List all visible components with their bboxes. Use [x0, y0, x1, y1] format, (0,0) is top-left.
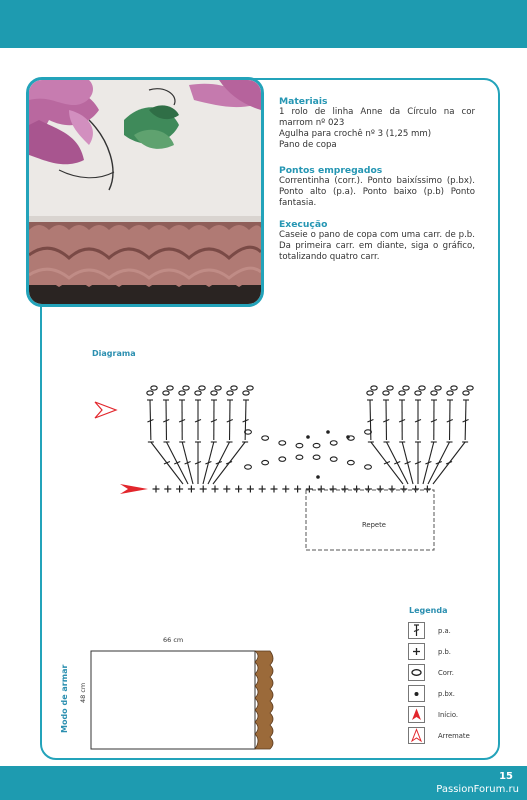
dot-icon — [326, 430, 330, 434]
plus-icon — [294, 486, 301, 493]
legend-item — [408, 705, 488, 726]
plus-icon — [176, 486, 183, 493]
legend-label: p.a. — [438, 627, 451, 635]
materials-title: Materiais — [279, 96, 328, 107]
plus-icon — [400, 486, 407, 493]
tall-stitch-icon — [415, 442, 421, 484]
legend-title: Legenda — [409, 606, 448, 615]
tall-stitch-icon — [399, 442, 413, 484]
stitch-fans — [147, 386, 473, 484]
plus-icon — [409, 644, 424, 659]
instructions-text — [279, 96, 475, 263]
plus-icon — [306, 486, 313, 493]
legend-item — [408, 726, 488, 747]
plus-icon — [235, 486, 242, 493]
plus-icon — [389, 486, 396, 493]
oval-icon — [467, 386, 473, 390]
towel-photo-art — [29, 80, 261, 304]
legend-label: Arremate — [438, 732, 470, 740]
oval-icon — [365, 465, 372, 469]
plus-icon — [200, 486, 207, 493]
tall-stitch-icon — [211, 400, 217, 440]
page-number: 15 — [499, 771, 513, 782]
plus-icon — [259, 486, 266, 493]
oval-icon — [211, 391, 217, 395]
plus-icon — [282, 486, 289, 493]
legend-item — [408, 663, 488, 684]
plus-icon — [318, 486, 325, 493]
tall-stitch-icon — [447, 400, 453, 440]
oval-icon — [262, 436, 269, 440]
diagram-title: Diagrama — [92, 349, 136, 358]
dot-icon — [306, 435, 310, 439]
tall-stitch-icon — [463, 400, 469, 440]
oval-icon — [347, 460, 354, 464]
oval-icon — [296, 455, 303, 459]
oval-icon — [279, 441, 286, 445]
oval-icon — [313, 455, 320, 459]
oval-icon — [451, 386, 457, 390]
materials-line-3: Pano de copa — [279, 140, 337, 150]
legend-item — [408, 621, 488, 642]
oval-icon — [231, 386, 237, 390]
crochet-edging — [255, 651, 273, 749]
plus-icon — [412, 486, 419, 493]
oval-icon — [227, 391, 233, 395]
oval-icon — [147, 391, 153, 395]
oval-icon — [247, 386, 253, 390]
oval-icon — [167, 386, 173, 390]
oval-icon — [183, 386, 189, 390]
tall-stitch-icon — [203, 442, 217, 484]
oval-icon — [435, 386, 441, 390]
oval-icon — [403, 386, 409, 390]
towel-outline — [91, 651, 255, 749]
materials-line-2: Agulha para crochê nº 3 (1,25 mm) — [279, 129, 432, 139]
assembly-sketch — [60, 648, 280, 753]
base-row — [153, 486, 431, 493]
materials-line-1: 1 rolo de linha Anne da Círculo na cor marrom nº 023 — [279, 107, 475, 128]
tall-stitch-icon — [179, 442, 193, 484]
oval-icon — [199, 386, 205, 390]
oval-icon — [245, 465, 252, 469]
oval-icon — [262, 460, 269, 464]
oval-icon — [243, 391, 249, 395]
plus-icon — [247, 486, 254, 493]
oval-icon — [419, 386, 425, 390]
width-dimension: 66 cm — [163, 636, 184, 644]
tall-stitch-icon — [227, 400, 233, 440]
oval-icon — [383, 391, 389, 395]
dot-icon — [409, 686, 424, 701]
dot-icon — [316, 475, 320, 479]
tall-stitch-icon — [195, 400, 201, 440]
tall-stitch-icon — [431, 400, 437, 440]
towel-photo — [26, 77, 264, 307]
oval-icon — [195, 391, 201, 395]
assembly-title: Modo de armar — [60, 664, 69, 733]
plus-icon — [330, 486, 337, 493]
legend — [408, 621, 488, 747]
legend-label: Corr. — [438, 669, 454, 677]
oval-icon — [431, 391, 437, 395]
tall-stitch-icon — [383, 400, 389, 440]
start-arrow-icon — [120, 484, 148, 494]
tall-stitch-icon — [423, 442, 437, 484]
dot-icon — [346, 435, 350, 439]
tall-stitch-icon — [195, 442, 201, 484]
plus-icon — [188, 486, 195, 493]
header-band — [0, 0, 527, 48]
oval-icon — [409, 665, 424, 680]
oval-icon — [387, 386, 393, 390]
end-arrow-icon — [95, 402, 116, 418]
oval-icon — [447, 391, 453, 395]
tall-stitch-icon — [409, 623, 424, 638]
plus-icon — [377, 486, 384, 493]
plus-icon — [341, 486, 348, 493]
stitches-body: Correntinha (corr.). Ponto baixíssimo (p.bx). Ponto alto (p.a). Ponto baixo (p.b) Ponto fantasia. — [279, 176, 475, 208]
legend-label: Início. — [438, 711, 459, 719]
repeat-box — [306, 490, 434, 550]
tall-stitch-icon — [147, 400, 153, 440]
oval-icon — [151, 386, 157, 390]
plus-icon — [164, 486, 171, 493]
tall-stitch-icon — [163, 400, 169, 440]
plus-icon — [353, 486, 360, 493]
oval-icon — [163, 391, 169, 395]
oval-icon — [399, 391, 405, 395]
oval-icon — [415, 391, 421, 395]
plus-icon — [223, 486, 230, 493]
oval-icon — [313, 443, 320, 447]
tall-stitch-icon — [399, 400, 405, 440]
oval-icon — [279, 457, 286, 461]
height-dimension: 48 cm — [79, 682, 87, 703]
stitches-title: Pontos empregados — [279, 165, 383, 176]
oval-icon — [371, 386, 377, 390]
oval-icon — [215, 386, 221, 390]
execution-title: Execução — [279, 219, 328, 230]
oval-icon — [367, 391, 373, 395]
crochet-diagram — [88, 372, 478, 558]
legend-label: p.bx. — [438, 690, 455, 698]
start-arrow-icon — [409, 707, 424, 722]
end-arrow-icon — [409, 728, 424, 743]
oval-icon — [330, 441, 337, 445]
oval-icon — [296, 443, 303, 447]
legend-item — [408, 684, 488, 705]
execution-body: Caseie o pano de copa com uma carr. de p.b. Da primeira carr. em diante, siga o gráfico, totalizando quatro carr. — [279, 230, 475, 262]
plus-icon — [365, 486, 372, 493]
plus-icon — [212, 486, 219, 493]
watermark: PassionForum.ru — [436, 784, 519, 795]
oval-icon — [330, 457, 337, 461]
plus-icon — [153, 486, 160, 493]
legend-item — [408, 642, 488, 663]
oval-icon — [463, 391, 469, 395]
plus-icon — [424, 486, 431, 493]
repeat-label: Repete — [362, 521, 386, 529]
tall-stitch-icon — [415, 400, 421, 440]
tall-stitch-icon — [179, 400, 185, 440]
oval-icon — [179, 391, 185, 395]
legend-label: p.b. — [438, 648, 451, 656]
plus-icon — [271, 486, 278, 493]
